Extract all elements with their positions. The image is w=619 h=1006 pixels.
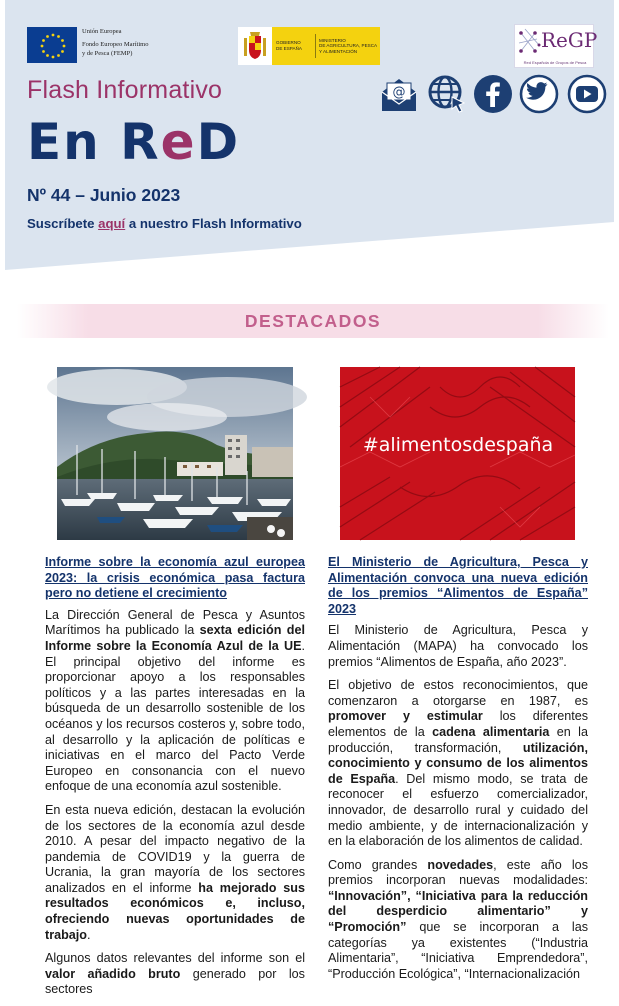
facebook-icon[interactable] (473, 74, 513, 114)
web-icon[interactable] (427, 74, 467, 114)
coat-of-arms-icon (238, 27, 272, 65)
ministerio-line-3: Y ALIMENTACIÓN (319, 48, 358, 54)
right-p2-text-e: en la producción, transformación, (328, 724, 588, 755)
right-p2-bold-1: promover y estimular (328, 709, 483, 724)
flash-title: Flash Informativo (27, 76, 223, 104)
eu-femp-logo (27, 27, 148, 63)
gobierno-line-1: GOBIERNO (276, 40, 301, 46)
eu-flag-icon (27, 27, 77, 63)
ministerio-line-2: DE AGRICULTURA, PESCA (319, 43, 378, 49)
subscribe-pre: Suscríbete (27, 216, 99, 231)
left-article (45, 555, 305, 1006)
youtube-icon[interactable] (567, 74, 607, 114)
ministerio-line-1: MINISTERIO (319, 37, 346, 43)
enred-title-c: D (196, 113, 241, 171)
right-p3-text-a: Como grandes (328, 857, 428, 872)
left-p1-bold: sexta edición del Informe sobre la Economía Azul de la UE (45, 623, 305, 653)
right-article (328, 555, 588, 990)
right-p3-text-c: , este año los premios incorporan nuevas modalidades: (328, 857, 588, 888)
alimentos-espana-image (340, 367, 575, 540)
eu-femp-text (82, 27, 148, 58)
left-p1-text-c: . El principal objetivo del informe es proporcionar apoyo a los responsables políticos y a las partes interesadas en la búsqueda de un desarrollo sostenible de los océanos y los recursos costeros y, sobre todo, al desarrollo y la aplicación de políticas e iniciativas en el marco del Pacto Verde Europeo en consonancia con el nuevo enfoque de una economía azul sostenible. (45, 638, 305, 794)
right-p3-bold-1: novedades (427, 857, 494, 872)
left-p3-text-c: generado por los sectores (45, 966, 305, 997)
left-p2-text-c: . (87, 927, 91, 942)
svg-text:@: @ (392, 85, 406, 100)
right-article-paragraph-3 (328, 858, 588, 983)
right-p2-text-g: . Del mismo modo, se trata de reconocer el esfuerzo comercializador, innovador, de desarrollo rural y cuidado del medio ambiente, y de internacionalización y en la elaboración de los alimentos de calidad. (328, 771, 588, 849)
subscribe-line (27, 216, 302, 231)
left-article-paragraph-2 (45, 803, 305, 943)
eu-line-1: Unión Europea (82, 28, 122, 35)
newsletter-header (5, 0, 614, 300)
right-p3-bold-2: “Innovación”, “Iniciativa para la reducción del desperdicio alimentario” y “Promoción” (328, 888, 588, 935)
left-p3-bold: valor añadido bruto (45, 966, 181, 981)
eu-line-3: y de Pesca (FEMP) (82, 50, 133, 57)
left-article-paragraph-1 (45, 608, 305, 795)
subscribe-link[interactable]: aquí (98, 216, 126, 231)
regp-logo-text: ReGP (541, 28, 598, 52)
ministerio-text (319, 38, 379, 55)
regp-logo-graphic (515, 25, 598, 61)
enred-title-accent: e (160, 113, 197, 171)
left-article-paragraph-3 (45, 951, 305, 998)
enred-title-a: En R (27, 113, 161, 171)
right-p2-bold-3: utilización, conocimiento y consumo de los alimentos de España (328, 740, 588, 786)
gobierno-text (276, 40, 312, 51)
issue-number: Nº 44 – Junio 2023 (27, 185, 181, 205)
eu-line-2: Fondo Europeo Marítimo (82, 41, 149, 48)
destacados-band (17, 304, 609, 338)
left-p2-bold: ha mejorado sus resultados económicos e, incluso, ofreciendo nuevas oportunidades de trabajo (45, 880, 305, 942)
alimentos-hashtag: #alimentosdespaña (362, 434, 554, 456)
gobierno-logo (238, 27, 380, 65)
right-p2-bold-2: cadena alimentaria (432, 724, 550, 739)
left-p2-text-a: En esta nueva edición, destacan la evolución de los sectores de la economía azul desde 2010. A pesar del impacto negativo de la pandemia de COVID19 y la guerra de Ucrania, la gran mayoría de los sectores analizados en el informe (45, 802, 305, 895)
regp-subtitle: Red Española de Grupos de Pesca (523, 60, 587, 65)
right-p3-text-e: que se incorporan a las categorías ya existentes (“Industria Alimentaria”, “Iniciativa Emprendedora”, “Producción Ecológica”, “Internacionalización (328, 920, 588, 981)
enred-title (27, 113, 240, 171)
gobierno-divider (315, 34, 316, 58)
section-title: DESTACADOS (244, 310, 382, 331)
left-article-headline[interactable]: Informe sobre la economía azul europea 2023: la crisis económica pasa factura pero no detiene el crecimiento (45, 555, 305, 601)
subscribe-post: a nuestro Flash Informativo (125, 216, 302, 231)
harbor-photo (57, 367, 293, 540)
regp-logo[interactable] (514, 24, 598, 68)
left-p3-text-a: Algunos datos relevantes del informe son el (45, 951, 305, 966)
left-p1-text-a: La Dirección General de Pesca y Asuntos Marítimos ha publicado la (45, 607, 305, 638)
right-p2-text-c: los diferentes elementos de la (328, 709, 588, 739)
right-article-headline[interactable]: El Ministerio de Agricultura, Pesca y Alimentación convoca una nueva edición de los premios “Alimentos de España” 2023 (328, 555, 588, 616)
email-icon[interactable] (379, 74, 419, 114)
gobierno-line-2: DE ESPAÑA (276, 46, 302, 51)
right-p2-text-a: El objetivo de estos reconocimientos, que comenzaron a otorgarse en 1987, es (328, 678, 588, 708)
twitter-icon[interactable] (519, 74, 559, 114)
right-article-paragraph-2 (328, 678, 588, 850)
right-article-paragraph-1: El Ministerio de Agricultura, Pesca y Alimentación (MAPA) ha convocado los premios “Alimentos de España, año 2023”. (328, 623, 588, 669)
